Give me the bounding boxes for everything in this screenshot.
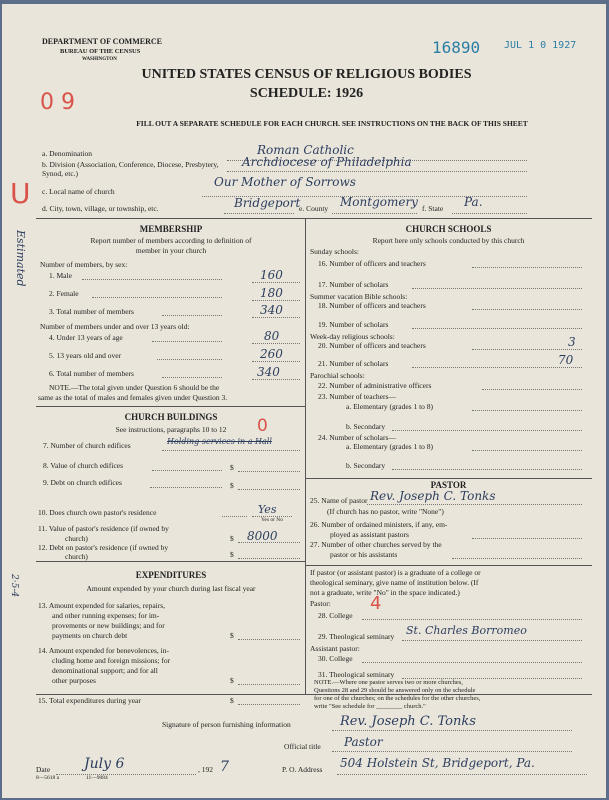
signature-label: Signature of person furnishing information (162, 720, 291, 729)
q6-total-value: 340 (257, 365, 280, 379)
q7-edifices-value: Holding services in a Hall (167, 437, 272, 446)
date-value: July 6 (84, 756, 125, 772)
city-label: d. City, town, village, or township, etc. (42, 204, 159, 213)
q14-line-4: other purposes (52, 676, 96, 685)
county-value: Montgomery (340, 195, 418, 209)
q24a-label: a. Elementary (grades 1 to 8) (346, 442, 434, 451)
membership-intro-2: member in your church (135, 246, 207, 255)
q30-label: 30. College (318, 654, 353, 663)
q28-red-mark: 4 (370, 593, 382, 614)
q7-edifices-label: 7. Number of church edifices (43, 441, 131, 450)
q13-currency: $ (230, 631, 234, 640)
graduate-instruction-3: not a graduate, write "No" in the space indicated.) (310, 588, 460, 597)
q9-debt-label: 9. Debt on church edifices (43, 478, 122, 487)
q12-currency: $ (230, 550, 234, 559)
denomination-label: a. Denomination (42, 149, 92, 158)
q1-male-label: 1. Male (49, 271, 72, 280)
q19-label: 19. Number of scholars (318, 320, 389, 329)
expenditures-intro: Amount expended by your church during last fiscal year (86, 584, 256, 593)
schools-intro: Report here only schools conducted by this church (372, 236, 525, 245)
pastor-note-2: Questions 28 and 29 should be answered only on the schedule (314, 687, 476, 694)
q29-seminary-value: St. Charles Borromeo (406, 624, 527, 637)
age-heading: Number of members under and over 13 years old: (40, 322, 190, 331)
assistant-sublabel: Assistant pastor: (310, 644, 360, 653)
division-value: Archdiocese of Philadelphia (242, 155, 412, 169)
q24-label: 24. Number of scholars— (318, 433, 396, 442)
expenditures-margin-note: 2·5-4 (9, 574, 19, 598)
q14-line-1: 14. Amount expended for benevolences, in- (38, 646, 170, 655)
q13-line-1: 13. Amount expended for salaries, repairs, (38, 601, 166, 610)
q11-value-label-1: 11. Value of pastor's residence (if owned by (38, 524, 169, 533)
print-number: 11—9084 (86, 775, 108, 781)
q25-note: (If church has no pastor, write "None") (327, 507, 444, 516)
local-name-value: Our Mother of Sorrows (214, 175, 356, 189)
membership-intro-1: Report number of members according to definition of (90, 236, 252, 245)
q28-label: 28. College (318, 611, 353, 620)
q21-label: 21. Number of scholars (318, 359, 389, 368)
official-title-label: Official title (284, 742, 321, 751)
graduate-instruction-2: theological seminary, give name of institution below. (If (310, 578, 479, 587)
q29-label: 29. Theological seminary (318, 632, 395, 641)
membership-note-2: same as the total of males and females given under Question 3. (38, 393, 228, 402)
weekday-heading: Week-day religious schools: (310, 332, 395, 341)
q3-total-label: 3. Total number of members (49, 307, 134, 316)
q6-total-label: 6. Total number of members (49, 369, 134, 378)
q27-line-2: pastor or his assistants (330, 550, 398, 559)
red-margin-mark: U (10, 177, 31, 210)
separate-schedule-instruction: FILL OUT A SEPARATE SCHEDULE FOR EACH CHURCH. SEE INSTRUCTIONS ON THE BACK OF THIS SHEET (136, 119, 528, 128)
q2-female-value: 180 (260, 286, 283, 300)
estimated-margin-note: Estimated (14, 230, 27, 287)
q9-currency: $ (230, 481, 234, 490)
pastor-note-1: NOTE.—Where one pastor serves two or more churches, (314, 679, 463, 686)
q13-line-2: and other running expenses; for im- (52, 611, 160, 620)
bureau-name: BUREAU OF THE CENSUS (60, 48, 141, 55)
q14-line-2: cluding home and foreign missions; for (52, 656, 171, 665)
summer-heading: Summer vacation Bible schools: (310, 292, 408, 301)
bureau-city: WASHINGTON (82, 57, 117, 62)
q12-debt-label-2: church) (65, 552, 88, 561)
received-number-stamp: 16890 (432, 38, 481, 57)
expenditures-section-title: EXPENDITURES (135, 570, 207, 580)
form-title: UNITED STATES CENSUS OF RELIGIOUS BODIES (141, 67, 472, 82)
buildings-intro: See instructions, paragraphs 10 to 12 (115, 425, 227, 434)
year-prefix: , 192 (198, 765, 213, 774)
q27-line-1: 27. Number of other churches served by the (310, 540, 442, 549)
signature-value: Rev. Joseph C. Tonks (340, 714, 476, 729)
schedule-title: SCHEDULE: 1926 (249, 86, 364, 101)
q13-line-4: payments on church debt (52, 631, 128, 640)
by-sex-heading: Number of members, by sex: (40, 260, 128, 269)
denomination-value: Roman Catholic (257, 143, 354, 157)
received-date-stamp: JUL 1 0 1927 (504, 40, 577, 51)
red-code-mark: 0 9 (40, 90, 75, 115)
q8-value-label: 8. Value of church edifices (43, 461, 124, 470)
parochial-heading: Parochial schools: (310, 371, 365, 380)
county-label: e. County (299, 204, 329, 213)
pastor-section-title: PASTOR (430, 480, 467, 490)
q10-residence-value: Yes (258, 503, 277, 516)
q1-male-value: 160 (260, 268, 283, 282)
q15-currency: $ (230, 696, 234, 705)
pastor-sublabel: Pastor: (310, 599, 331, 608)
q14-currency: $ (230, 676, 234, 685)
state-value: Pa. (464, 195, 483, 209)
q11-value-label-2: church) (65, 534, 88, 543)
official-title-value: Pastor (344, 735, 383, 749)
q23a-label: a. Elementary (grades 1 to 8) (346, 402, 434, 411)
q31-label: 31. Theological seminary (318, 670, 395, 679)
q17-label: 17. Number of scholars (318, 280, 389, 289)
city-value: Bridgeport (234, 196, 301, 210)
q23-label: 23. Number of teachers— (318, 392, 396, 401)
q14-line-3: denominational support; and for all (52, 666, 158, 675)
q20-label: 20. Number of officers and teachers (318, 341, 426, 350)
po-address-value: 504 Holstein St, Bridgeport, Pa. (340, 756, 535, 770)
q22-label: 22. Number of administrative officers (318, 381, 432, 390)
q18-label: 18. Number of officers and teachers (318, 301, 426, 310)
q5-over13-value: 260 (260, 347, 283, 361)
q2-female-label: 2. Female (49, 289, 79, 298)
census-schedule-form (2, 4, 606, 798)
q26-line-1: 26. Number of ordained ministers, if any, em- (310, 520, 448, 529)
q11-currency: $ (230, 534, 234, 543)
q10-residence-label: 10. Does church own pastor's residence (38, 508, 157, 517)
form-number: 8—5618 a (36, 775, 60, 781)
sunday-heading: Sunday schools: (310, 247, 359, 256)
q21-value: 70 (558, 353, 574, 367)
q4-under13-value: 80 (264, 329, 280, 343)
pastor-note-3: for one of the churches; on the schedules for the other churches, (314, 695, 481, 702)
year-digit: 7 (220, 759, 229, 775)
q24b-label: b. Secondary (346, 461, 386, 470)
membership-note-1: NOTE.—The total given under Question 6 should be the (49, 383, 220, 392)
q8-currency: $ (230, 463, 234, 472)
date-label: Date (36, 765, 51, 774)
q25-label: 25. Name of pastor (310, 496, 368, 505)
q25-pastor-name: Rev. Joseph C. Tonks (370, 489, 496, 503)
q7-red-zero: 0 (257, 416, 268, 436)
q16-label: 16. Number of officers and teachers (318, 259, 426, 268)
q26-line-2: ployed as assistant pastors (330, 530, 409, 539)
po-address-label: P. O. Address (282, 765, 323, 774)
division-label: b. Division (Association, Conference, Diocese, Presbytery, Synod, etc.) (42, 160, 219, 178)
schools-section-title: CHURCH SCHOOLS (405, 224, 492, 234)
buildings-section-title: CHURCH BUILDINGS (124, 412, 218, 422)
q5-over13-label: 5. 13 years old and over (49, 351, 122, 360)
pastor-note-4: write "See schedule for ________ church." (314, 703, 426, 710)
q3-total-value: 340 (260, 303, 283, 317)
state-label: f. State (422, 204, 444, 213)
q11-value: 8000 (247, 529, 278, 543)
q4-under13-label: 4. Under 13 years of age (49, 333, 123, 342)
q13-line-3: provements or new buildings; and for (52, 621, 165, 630)
q10-yes-no-hint: Yes or No (260, 517, 284, 523)
q20-value: 3 (568, 335, 576, 349)
q12-debt-label-1: 12. Debt on pastor's residence (if owned by (38, 543, 169, 552)
department-name: DEPARTMENT OF COMMERCE (42, 37, 163, 46)
local-name-label: c. Local name of church (42, 187, 115, 196)
membership-section-title: MEMBERSHIP (139, 224, 203, 234)
q15-total-label: 15. Total expenditures during year (38, 696, 141, 705)
graduate-instruction-1: If pastor (or assistant pastor) is a graduate of a college or (310, 568, 481, 577)
q23b-label: b. Secondary (346, 422, 386, 431)
